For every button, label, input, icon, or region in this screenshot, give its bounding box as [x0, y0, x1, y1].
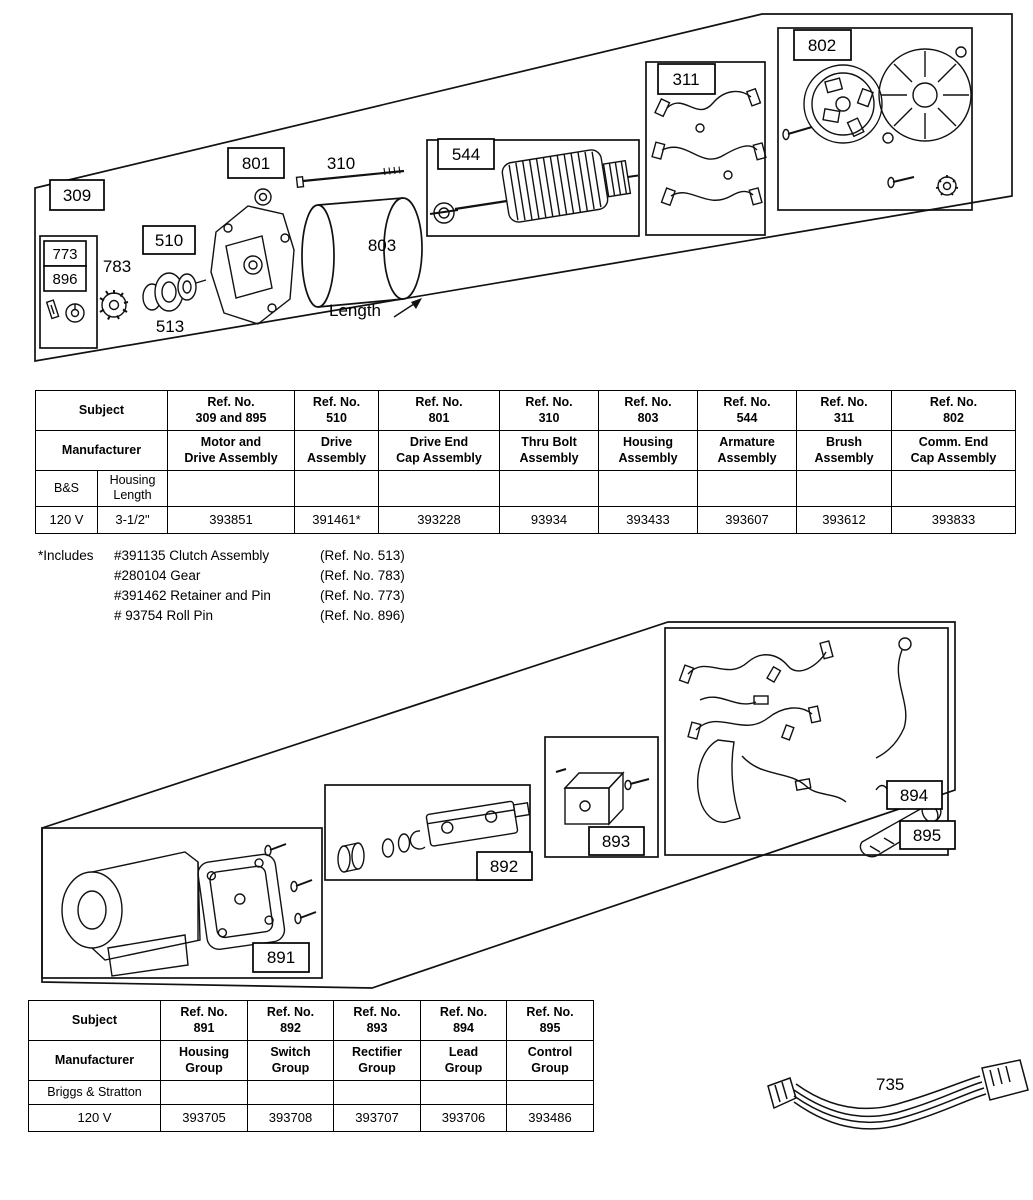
wiring-harness-735 — [750, 1058, 1033, 1193]
housing-line2: Length — [113, 488, 152, 503]
ref-line1: Ref. No. — [526, 1005, 574, 1020]
callout-box-309 — [50, 180, 104, 210]
footnote-prefix — [38, 566, 114, 586]
callout-783: 783 — [102, 257, 132, 276]
callout-box-891 — [253, 943, 309, 972]
name-line2: Assembly — [618, 450, 678, 465]
callout-510: 510 — [154, 231, 184, 250]
name-line1: Armature — [719, 435, 775, 450]
t2-ref-header-2 — [334, 1001, 421, 1041]
ref-line2: 801 — [428, 410, 450, 425]
name-line2: Group — [358, 1060, 396, 1075]
ref-line2: 895 — [539, 1020, 561, 1035]
footnote-part: # 93754 Roll Pin — [114, 608, 214, 623]
callout-box-894 — [887, 781, 942, 809]
name-line1: Drive End — [409, 435, 469, 450]
name-line2: Group — [185, 1060, 223, 1075]
t2-ref-header-3 — [421, 1001, 507, 1041]
length-label: Length — [329, 301, 381, 320]
empty-cell — [334, 1081, 421, 1105]
t1-part-number-0: 393851 — [168, 506, 295, 533]
footnote-ref: (Ref. No. 773) — [320, 588, 405, 603]
name-line1: Drive — [320, 435, 353, 450]
t2-manufacturer-header: Manufacturer — [29, 1041, 161, 1081]
t1-part-number-2: 393228 — [379, 506, 500, 533]
t2-ref-header-1 — [248, 1001, 334, 1041]
name-line1: Comm. End — [918, 435, 989, 450]
housing-line1: Housing — [109, 473, 156, 487]
t1-name-header-5 — [698, 431, 797, 471]
ref-line2: 803 — [637, 410, 659, 425]
empty-cell — [500, 471, 599, 507]
retainer-part — [66, 304, 84, 322]
name-line1: Brush — [825, 435, 863, 450]
ref-line1: Ref. No. — [820, 395, 868, 410]
t2-part-number-0: 393705 — [161, 1105, 248, 1132]
diagram1-outline — [35, 14, 1012, 361]
rectifier-group-part — [556, 769, 649, 824]
empty-cell — [421, 1081, 507, 1105]
t1-ref-header-5 — [698, 391, 797, 431]
t2-ref-header-0 — [161, 1001, 248, 1041]
t2-part-number-3: 393706 — [421, 1105, 507, 1132]
empty-cell — [248, 1081, 334, 1105]
callout-801: 801 — [241, 154, 271, 173]
empty-cell — [161, 1081, 248, 1105]
t1-voltage-cell: 120 V — [36, 506, 98, 533]
name-line2: Assembly — [519, 450, 579, 465]
callout-896: 896 — [52, 271, 78, 288]
footnote-part: #280104 Gear — [114, 568, 201, 583]
t2-part-number-1: 393708 — [248, 1105, 334, 1132]
t1-name-header-2 — [379, 431, 500, 471]
footnote-ref: (Ref. No. 783) — [320, 568, 405, 583]
name-line1: Thru Bolt — [521, 435, 577, 450]
roll-pin-part — [47, 300, 59, 318]
t2-name-header-2 — [334, 1041, 421, 1081]
name-line2: Group — [444, 1060, 483, 1075]
t1-ref-header-7 — [892, 391, 1016, 431]
empty-cell — [698, 471, 797, 507]
t1-name-header-7 — [892, 431, 1016, 471]
ref-line2: 894 — [453, 1020, 474, 1035]
ref-line2: 544 — [736, 410, 758, 425]
t1-ref-header-0 — [168, 391, 295, 431]
ref-line1: Ref. No. — [207, 395, 255, 410]
callout-309: 309 — [62, 186, 92, 205]
t2-ref-header-4 — [507, 1001, 594, 1041]
t1-name-header-4 — [599, 431, 698, 471]
comm-end-cap-part — [783, 47, 971, 195]
generator-groups-exploded-diagram — [0, 610, 1033, 1000]
ref-line1: Ref. No. — [415, 395, 463, 410]
t1-ref-header-2 — [379, 391, 500, 431]
ref-line1: Ref. No. — [353, 1005, 401, 1020]
empty-cell — [797, 471, 892, 507]
ref-line1: Ref. No. — [312, 395, 361, 410]
callout-803: 803 — [367, 236, 397, 255]
t2-name-header-0 — [161, 1041, 248, 1081]
callout-box-311 — [658, 64, 715, 94]
motor-parts-group — [47, 47, 971, 324]
ref-line2: 510 — [326, 410, 347, 425]
motor-parts-table — [35, 390, 1016, 534]
ref-line2: 309 and 895 — [195, 410, 267, 425]
footnote-row — [38, 586, 405, 606]
name-line1: Lead — [448, 1045, 479, 1060]
t1-part-number-6: 393612 — [797, 506, 892, 533]
ref-line1: Ref. No. — [266, 1005, 315, 1020]
t2-name-header-4 — [507, 1041, 594, 1081]
t1-part-number-1: 391461* — [295, 506, 379, 533]
t1-manufacturer-header: Manufacturer — [36, 431, 168, 471]
callout-box-773 — [44, 241, 86, 266]
callout-892: 892 — [489, 857, 519, 876]
name-line1: Housing — [623, 435, 673, 450]
ref-line2: 802 — [943, 410, 964, 425]
callout-513: 513 — [155, 317, 185, 336]
footnote-ref: (Ref. No. 896) — [320, 608, 405, 623]
callout-773: 773 — [52, 246, 78, 263]
generator-parts-group — [62, 638, 941, 976]
ref-line2: 891 — [193, 1020, 215, 1035]
callout-box-892 — [477, 852, 532, 880]
diagram2-outline — [42, 622, 955, 988]
t2-voltage-cell: 120 V — [29, 1105, 161, 1132]
empty-cell — [295, 471, 379, 507]
empty-cell — [507, 1081, 594, 1105]
name-line2: Drive Assembly — [184, 450, 278, 465]
t1-part-number-3: 93934 — [500, 506, 599, 533]
footnote-row — [38, 546, 405, 566]
length-arrow — [394, 298, 422, 317]
t2-part-number-4: 393486 — [507, 1105, 594, 1132]
callout-box-510 — [143, 226, 195, 254]
ref-line2: 892 — [280, 1020, 301, 1035]
footnote-prefix: *Includes — [38, 548, 94, 563]
name-line2: Cap Assembly — [396, 450, 482, 465]
gear-icon — [100, 290, 128, 320]
t1-name-header-0 — [168, 431, 295, 471]
t1-subject-header: Subject — [36, 391, 168, 431]
callout-311: 311 — [672, 70, 700, 89]
t1-ref-header-6 — [797, 391, 892, 431]
callout-891: 891 — [266, 948, 296, 967]
ref-line1: Ref. No. — [180, 1005, 228, 1020]
ref-line1: Ref. No. — [525, 395, 573, 410]
callout-310: 310 — [326, 154, 356, 173]
housing-part — [302, 198, 422, 307]
name-line2: Cap Assembly — [910, 450, 997, 465]
ref-line1: Ref. No. — [929, 395, 978, 410]
starter-motor-exploded-diagram — [0, 0, 1033, 385]
drive-end-cap-part — [211, 189, 294, 324]
callout-box-544 — [438, 139, 494, 169]
callout-box-801 — [228, 148, 284, 178]
footnote-row — [38, 566, 405, 586]
callout-802: 802 — [807, 36, 837, 55]
t1-ref-header-1 — [295, 391, 379, 431]
t1-housing-length-label — [98, 471, 168, 507]
t1-housing-length-value: 3-1/2" — [98, 506, 168, 533]
t2-part-number-2: 393707 — [334, 1105, 421, 1132]
harness-part — [768, 1060, 1028, 1129]
drive-assembly-part — [143, 273, 206, 311]
name-line1: Motor and — [200, 435, 262, 450]
name-line2: Group — [531, 1060, 569, 1075]
ref-line2: 310 — [538, 410, 560, 425]
empty-cell — [892, 471, 1016, 507]
ref-line2: 893 — [366, 1020, 388, 1035]
name-line2: Assembly — [717, 450, 777, 465]
callout-box-896 — [44, 266, 86, 291]
t1-name-header-6 — [797, 431, 892, 471]
ref-line2: 311 — [833, 410, 855, 425]
callout-544: 544 — [451, 145, 481, 164]
diagram2-callouts — [253, 781, 955, 972]
footnote-prefix — [38, 586, 114, 606]
ref-line1: Ref. No. — [439, 1005, 488, 1020]
name-line1: Control — [527, 1045, 573, 1060]
name-line1: Rectifier — [351, 1045, 403, 1060]
generator-parts-table — [28, 1000, 594, 1132]
empty-cell — [379, 471, 500, 507]
t1-part-number-7: 393833 — [892, 506, 1016, 533]
footnote-part: #391135 Clutch Assembly — [114, 548, 270, 563]
t2-subject-header: Subject — [29, 1001, 161, 1041]
t1-part-number-5: 393607 — [698, 506, 797, 533]
callout-735: 735 — [876, 1075, 905, 1094]
name-line2: Group — [271, 1060, 310, 1075]
name-line2: Assembly — [814, 450, 874, 465]
callout-894: 894 — [899, 786, 929, 805]
empty-cell — [599, 471, 698, 507]
t1-ref-header-3 — [500, 391, 599, 431]
footnote-ref: (Ref. No. 513) — [320, 548, 405, 563]
t2-maker-cell: Briggs & Stratton — [29, 1081, 161, 1105]
t1-ref-header-4 — [599, 391, 698, 431]
t1-maker-cell: B&S — [36, 471, 98, 507]
t2-name-header-1 — [248, 1041, 334, 1081]
callout-box-893 — [589, 827, 644, 855]
t1-name-header-1 — [295, 431, 379, 471]
t1-part-number-4: 393433 — [599, 506, 698, 533]
t2-name-header-3 — [421, 1041, 507, 1081]
name-line1: Housing — [179, 1045, 229, 1060]
name-line1: Switch — [270, 1045, 311, 1060]
callout-895: 895 — [912, 826, 942, 845]
callout-box-802 — [794, 30, 851, 60]
name-line2: Assembly — [306, 450, 367, 465]
t1-name-header-3 — [500, 431, 599, 471]
empty-cell — [168, 471, 295, 507]
brush-assembly-part — [652, 89, 766, 206]
callout-box-895 — [900, 821, 955, 849]
callout-893: 893 — [601, 832, 631, 851]
ref-line1: Ref. No. — [624, 395, 672, 410]
footnote-part: #391462 Retainer and Pin — [114, 588, 271, 603]
ref-line1: Ref. No. — [723, 395, 771, 410]
